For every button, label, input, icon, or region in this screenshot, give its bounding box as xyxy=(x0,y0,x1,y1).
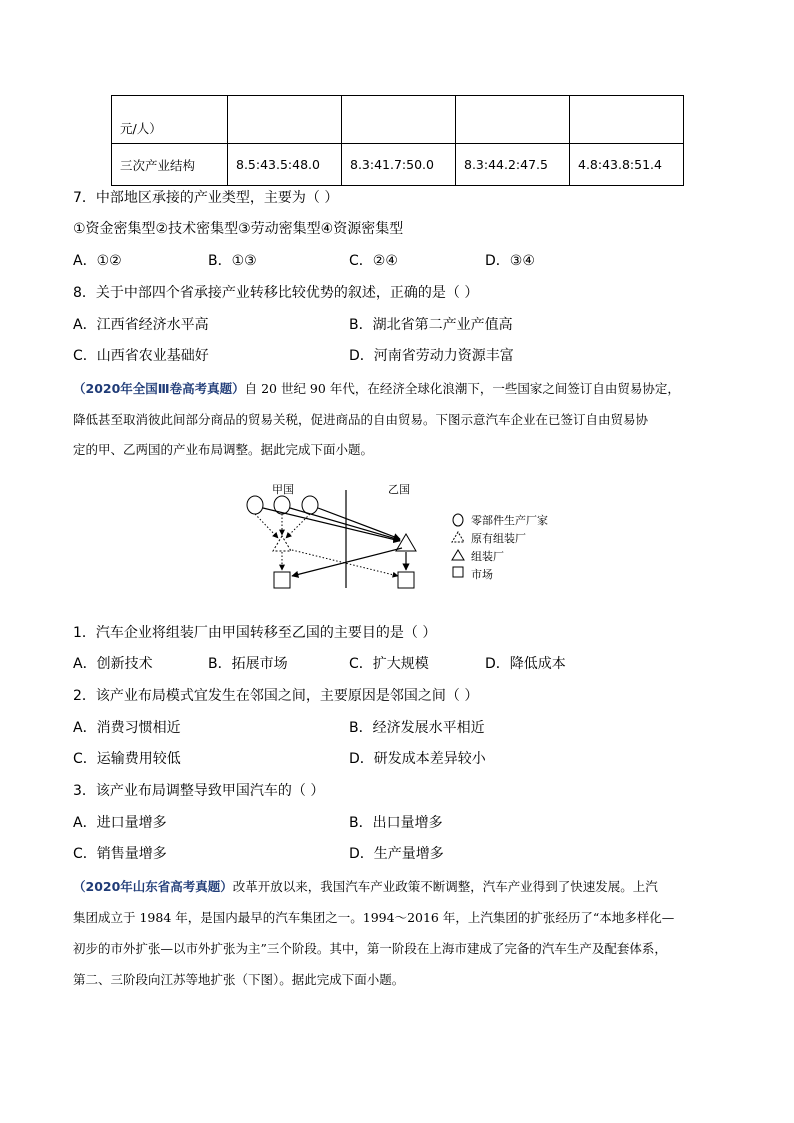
market-b-icon xyxy=(398,572,414,588)
table-row-label: 元/人） xyxy=(112,96,228,144)
q8-stem: 8．关于中部四个省承接产业转移比较优势的叙述，正确的是（ ） xyxy=(73,285,479,301)
legend-market-icon xyxy=(453,567,463,577)
original-assembly-plant-icon xyxy=(273,536,291,551)
q2-stem: 2．该产业布局模式宜发生在邻国之间，主要原因是邻国之间（ ） xyxy=(73,688,479,704)
legend-original-plant-icon xyxy=(452,532,464,542)
q3-option-d: D．生产量增多 xyxy=(349,846,444,862)
q2-option-b: B．经济发展水平相近 xyxy=(349,720,485,736)
q2-option-a: A．消费习惯相近 xyxy=(73,720,181,736)
q2-option-d: D．研发成本差异较小 xyxy=(349,751,486,767)
table-cell: 8.3:41.7:50.0 xyxy=(342,144,456,186)
parts-factory-icon xyxy=(247,496,263,514)
q7-option-d: D．③④ xyxy=(485,253,535,269)
passage2-line1: （2020年山东省高考真题）改革开放以来，我国汽车产业政策不断调整，汽车产业得到了快速发展。上汽 xyxy=(73,879,658,894)
legend-assembly-plant-label: 组装厂 xyxy=(471,550,504,563)
table-cell xyxy=(228,96,342,144)
q7-option-a: A．①② xyxy=(73,253,122,269)
table-cell xyxy=(570,96,684,144)
table-cell: 8.5:43.5:48.0 xyxy=(228,144,342,186)
industry-layout-figure xyxy=(230,478,590,598)
layout-diagram xyxy=(230,478,440,598)
q1-option-b: B．拓展市场 xyxy=(208,656,288,672)
country-a-label: 甲国 xyxy=(272,483,294,496)
market-a-icon xyxy=(274,572,290,588)
table-row xyxy=(112,144,684,186)
legend-parts-icon xyxy=(453,514,463,526)
passage1-line3: 定的甲、乙两国的产业布局调整。据此完成下面小题。 xyxy=(73,442,374,457)
legend-original-plant-label: 原有组装厂 xyxy=(471,532,526,545)
q8-option-b: B．湖北省第二产业产值高 xyxy=(349,317,513,333)
table-row-label: 三次产业结构 xyxy=(112,144,228,186)
passage1-line1: （2020年全国Ⅲ卷高考真题）自 20 世纪 90 年代，在经济全球化浪潮下，一些国家之间签订自由贸易协定， xyxy=(73,381,680,396)
data-table xyxy=(111,95,684,186)
q3-option-c: C．销售量增多 xyxy=(73,846,167,862)
q8-option-c: C．山西省农业基础好 xyxy=(73,348,209,364)
passage2-line2: 集团成立于 1984 年，是国内最早的汽车集团之一。1994～2016 年，上汽集团的扩张经历了“本地多样化— xyxy=(73,910,675,925)
q1-option-c: C．扩大规模 xyxy=(349,656,429,672)
q1-option-a: A．创新技术 xyxy=(73,656,153,672)
q3-option-a: A．进口量增多 xyxy=(73,815,167,831)
q8-option-a: A．江西省经济水平高 xyxy=(73,317,209,333)
q1-stem: 1．汽车企业将组装厂由甲国转移至乙国的主要目的是（ ） xyxy=(73,625,437,641)
q7-option-b: B．①③ xyxy=(208,253,257,269)
passage2-line4: 第二、三阶段向江苏等地扩张（下图）。据此完成下面小题。 xyxy=(73,972,405,987)
table-row xyxy=(112,96,684,144)
q8-option-d: D．河南省劳动力资源丰富 xyxy=(349,348,514,364)
passage2-source: （2020年山东省高考真题） xyxy=(73,879,233,894)
table-cell xyxy=(456,96,570,144)
q7-option-c: C．②④ xyxy=(349,253,398,269)
legend-symbols xyxy=(450,512,466,582)
passage1-source: （2020年全国Ⅲ卷高考真题） xyxy=(73,381,245,396)
parts-factory-icon xyxy=(302,496,318,514)
q3-stem: 3．该产业布局调整导致甲国汽车的（ ） xyxy=(73,783,325,799)
q3-option-b: B．出口量增多 xyxy=(349,815,443,831)
q1-option-d: D．降低成本 xyxy=(485,656,566,672)
q2-option-c: C．运输费用较低 xyxy=(73,751,181,767)
passage2-line3: 初步的市外扩张—以市外扩张为主”三个阶段。其中，第一阶段在上海市建成了完备的汽车生产及配套体系， xyxy=(73,941,667,956)
legend-assembly-plant-icon xyxy=(452,550,464,560)
legend-market-label: 市场 xyxy=(471,568,493,581)
table-cell: 4.8:43.8:51.4 xyxy=(570,144,684,186)
table-cell xyxy=(342,96,456,144)
legend-parts-label: 零部件生产厂家 xyxy=(471,514,548,527)
passage1-line2: 降低甚至取消彼此间部分商品的贸易关税，促进商品的自由贸易。下图示意汽车企业在已签订自由贸易协 xyxy=(73,412,649,427)
table-cell: 8.3:44.2:47.5 xyxy=(456,144,570,186)
q7-stem: 7．中部地区承接的产业类型，主要为（ ） xyxy=(73,190,339,206)
q7-items: ①资金密集型②技术密集型③劳动密集型④资源密集型 xyxy=(73,221,404,237)
country-b-label: 乙国 xyxy=(388,483,410,496)
